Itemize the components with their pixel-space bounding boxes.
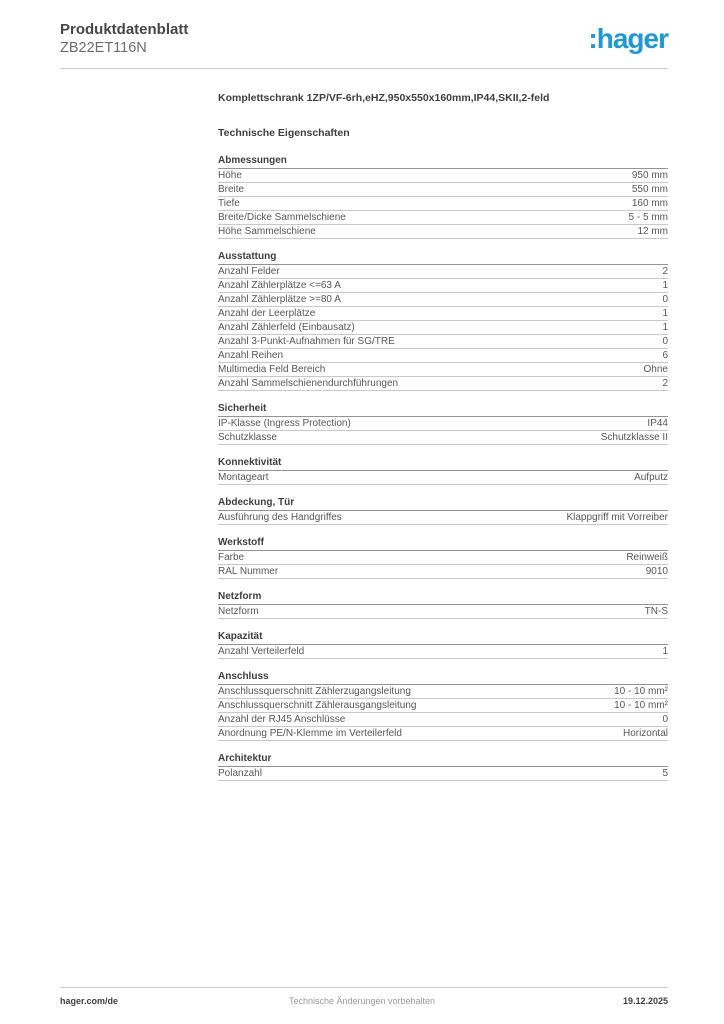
spec-label: Höhe Sammelschiene (218, 226, 316, 237)
product-code: ZB22ET116N (60, 40, 147, 56)
spec-value: 160 mm (631, 198, 668, 209)
footer-website-link[interactable]: hager.com/de (60, 996, 119, 1006)
spec-section (218, 497, 668, 525)
section-title: Netzform (218, 591, 668, 605)
spec-value: Schutzklasse II (600, 432, 668, 443)
spec-value: 0 (662, 336, 668, 347)
spec-section (218, 403, 668, 445)
hager-logo: :hager (588, 23, 668, 54)
spec-label: Farbe (218, 552, 245, 563)
spec-row (218, 377, 668, 391)
spec-label: Breite (218, 184, 245, 195)
spec-value: Reinweiß (626, 552, 668, 563)
spec-value: 1 (662, 322, 668, 333)
section-title: Ausstattung (218, 251, 668, 265)
spec-label: Tiefe (218, 198, 240, 209)
spec-label: Anzahl Zählerfeld (Einbausatz) (218, 322, 355, 333)
spec-value: 6 (662, 350, 668, 361)
spec-row (218, 183, 668, 197)
spec-section (218, 591, 668, 619)
spec-value: 5 - 5 mm (628, 212, 668, 223)
spec-label: Anzahl Verteilerfeld (218, 646, 305, 657)
spec-row (218, 321, 668, 335)
spec-value: 550 mm (631, 184, 668, 195)
section-title: Architektur (218, 753, 668, 767)
page-header (60, 20, 668, 57)
spec-section (218, 457, 668, 485)
spec-section (218, 155, 668, 239)
spec-row (218, 197, 668, 211)
spec-row (218, 265, 668, 279)
spec-section (218, 251, 668, 391)
spec-label: Netzform (218, 606, 259, 617)
section-title: Werkstoff (218, 537, 668, 551)
spec-value: Horizontal (622, 728, 668, 739)
spec-value: 0 (662, 294, 668, 305)
spec-value: 5 (662, 768, 668, 779)
content-column (218, 92, 668, 781)
spec-label: Anzahl der Leerplätze (218, 308, 316, 319)
spec-row (218, 335, 668, 349)
spec-row (218, 417, 668, 431)
spec-row (218, 699, 668, 713)
spec-row (218, 727, 668, 741)
spec-value: IP44 (647, 418, 668, 429)
spec-value: 10 - 10 mm² (614, 700, 668, 711)
spec-row (218, 349, 668, 363)
spec-row (218, 307, 668, 321)
spec-row (218, 713, 668, 727)
footer-disclaimer: Technische Änderungen vorbehalten (288, 996, 436, 1006)
section-title: Anschluss (218, 671, 668, 685)
spec-value: 1 (662, 308, 668, 319)
header-divider (60, 68, 668, 69)
spec-label: Ausführung des Handgriffes (218, 512, 342, 523)
spec-row (218, 551, 668, 565)
spec-label: Anzahl Zählerplätze >=80 A (218, 294, 341, 305)
doc-type-title: Produktdatenblatt (60, 21, 189, 38)
spec-label: IP-Klasse (Ingress Protection) (218, 418, 351, 429)
spec-value: Klappgriff mit Vorreiber (566, 512, 668, 523)
spec-label: Anordnung PE/N-Klemme im Verteilerfeld (218, 728, 402, 739)
section-title: Konnektivität (218, 457, 668, 471)
spec-label: Breite/Dicke Sammelschiene (218, 212, 346, 223)
spec-label: Anschlussquerschnitt Zählerausgangsleitung (218, 700, 417, 711)
spec-label: Anzahl der RJ45 Anschlüsse (218, 714, 346, 725)
spec-sections (218, 155, 668, 781)
spec-row (218, 685, 668, 699)
spec-label: Anschlussquerschnitt Zählerzugangsleitung (218, 686, 411, 697)
spec-label: Anzahl Felder (218, 266, 280, 277)
spec-row (218, 293, 668, 307)
footer-date: 19.12.2025 (622, 996, 668, 1006)
section-title: Kapazität (218, 631, 668, 645)
spec-label: Multimedia Feld Bereich (218, 364, 326, 375)
spec-section (218, 671, 668, 741)
spec-section (218, 537, 668, 579)
spec-label: Schutzklasse (218, 432, 277, 443)
spec-row (218, 471, 668, 485)
spec-value: TN-S (644, 606, 668, 617)
spec-label: Höhe (218, 170, 242, 181)
spec-row (218, 363, 668, 377)
spec-row (218, 565, 668, 579)
header-titles (60, 20, 188, 57)
spec-section (218, 631, 668, 659)
section-title: Abmessungen (218, 155, 668, 169)
section-title: Abdeckung, Tür (218, 497, 668, 511)
spec-label: Anzahl Zählerplätze <=63 A (218, 280, 341, 291)
spec-row (218, 431, 668, 445)
spec-value: Aufputz (634, 472, 668, 483)
spec-value: 0 (662, 714, 668, 725)
spec-label: Montageart (218, 472, 269, 483)
footer-divider (60, 987, 668, 988)
spec-section (218, 753, 668, 781)
spec-label: RAL Nummer (218, 566, 279, 577)
spec-row (218, 225, 668, 239)
spec-value: 2 (662, 266, 668, 277)
spec-label: Anzahl Sammelschienendurchführungen (218, 378, 399, 389)
spec-value: 950 mm (631, 170, 668, 181)
spec-label: Anzahl Reihen (218, 350, 284, 361)
technical-properties-heading: Technische Eigenschaften (218, 127, 350, 139)
product-title: Komplettschrank 1ZP/VF-6rh,eHZ,950x550x160mm,IP44,SKII,2-feld (218, 92, 550, 104)
spec-row (218, 767, 668, 781)
spec-value: 2 (662, 378, 668, 389)
spec-row (218, 279, 668, 293)
spec-label: Anzahl 3-Punkt-Aufnahmen für SG/TRE (218, 336, 395, 347)
spec-value: Ohne (643, 364, 668, 375)
spec-row (218, 211, 668, 225)
spec-value: 12 mm (637, 226, 668, 237)
section-title: Sicherheit (218, 403, 668, 417)
spec-value: 9010 (645, 566, 668, 577)
spec-value: 1 (662, 280, 668, 291)
spec-row (218, 605, 668, 619)
spec-row (218, 511, 668, 525)
spec-row (218, 645, 668, 659)
spec-value: 1 (662, 646, 668, 657)
spec-value: 10 - 10 mm² (614, 686, 668, 697)
spec-label: Polanzahl (218, 768, 262, 779)
spec-row (218, 169, 668, 183)
